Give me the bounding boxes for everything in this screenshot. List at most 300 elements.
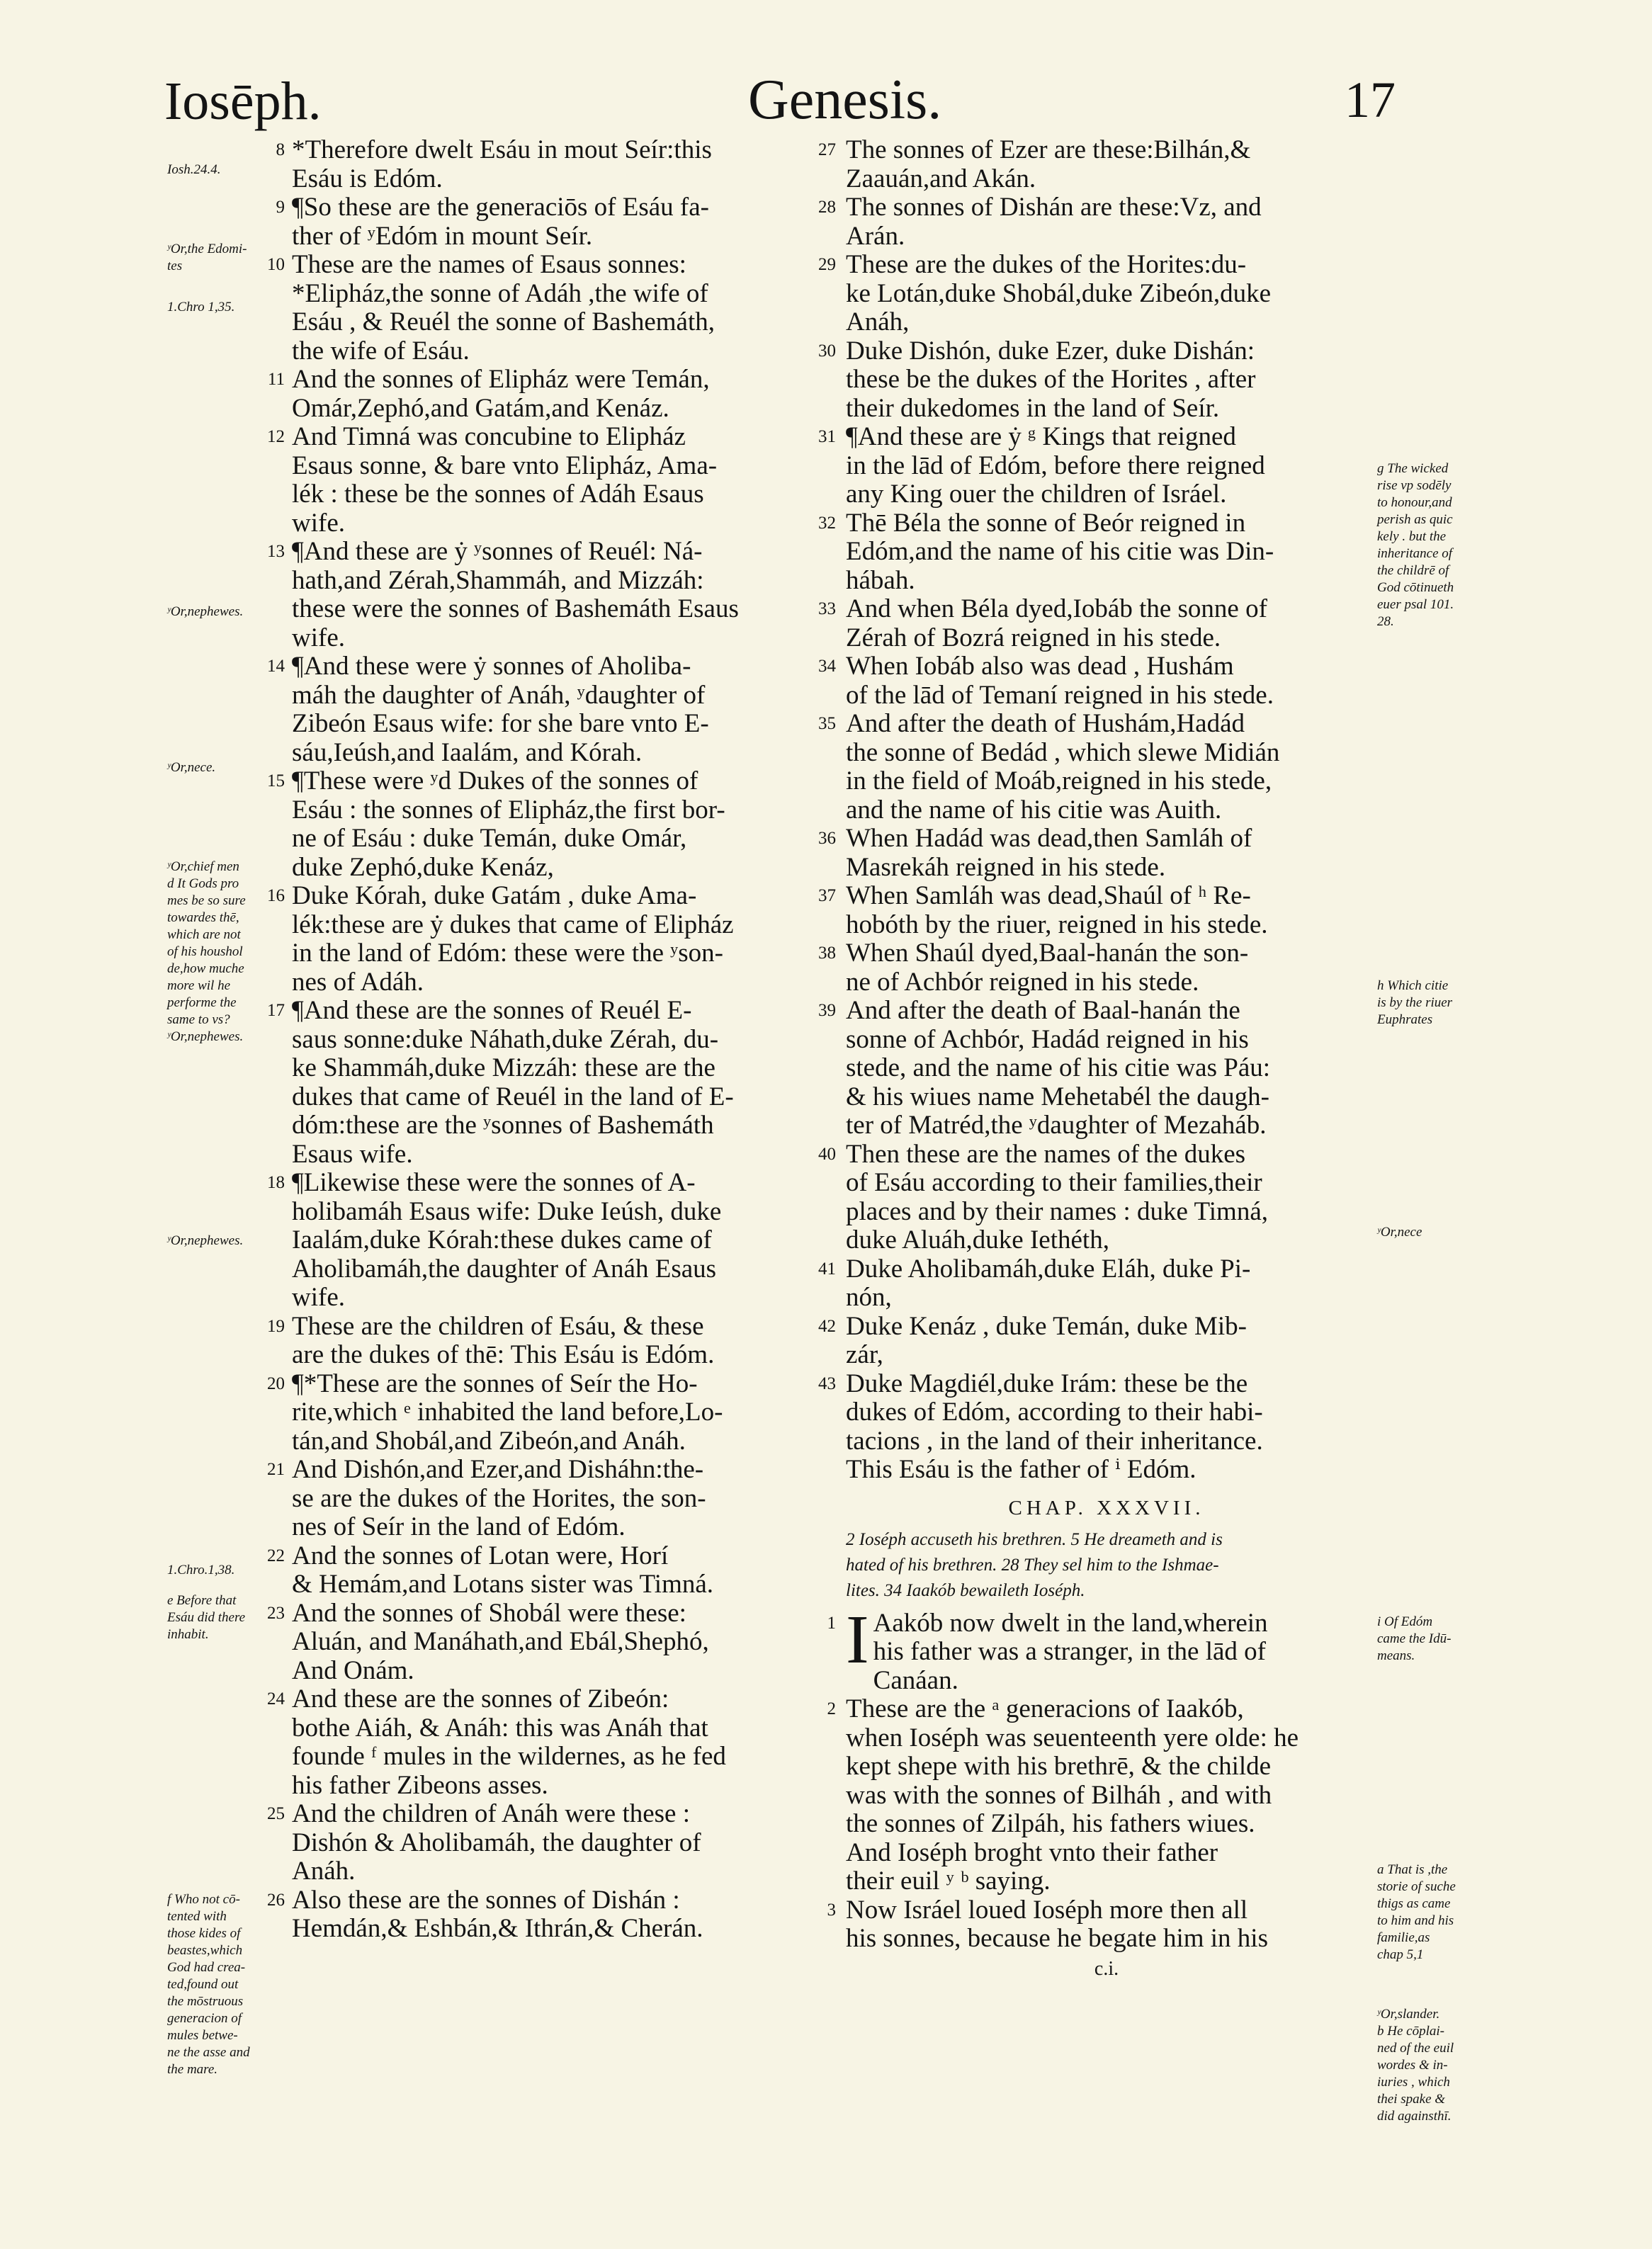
text-line <box>292 1341 852 1370</box>
line-text: Omár,Zephó,and Gatám,and Kenáz. <box>292 393 669 423</box>
verse-number: 43 <box>818 1373 836 1393</box>
line-text: And after the death of Baal-hanán the <box>846 996 1240 1025</box>
text-line <box>292 165 852 194</box>
margin-note-line: euer psal 101. <box>1377 597 1454 612</box>
left-text-column <box>267 135 852 1944</box>
margin-note-line: ʸOr,nece <box>1377 1225 1422 1240</box>
text-line <box>276 135 852 165</box>
margin-note-line: kely . but the <box>1377 529 1447 544</box>
margin-note-line: ʸOr,nephewes. <box>167 604 244 619</box>
verse-number: 12 <box>267 427 285 446</box>
margin-note-line: the mare. <box>167 2062 218 2077</box>
text-line <box>267 365 852 395</box>
line-text: and the name of his citie was Auith. <box>846 795 1222 825</box>
verse-number: 2 <box>827 1699 836 1718</box>
margin-note-line: ʸOr,chief men <box>167 859 239 874</box>
line-text: sonne of Achbór, Hadád reigned in his <box>846 1024 1249 1054</box>
text-line <box>292 1657 852 1686</box>
margin-note-line: ʸOr,nephewes. <box>167 1029 244 1044</box>
text-line <box>267 652 852 681</box>
text-line <box>846 1111 1367 1140</box>
line-text: in the land of Edóm: these were the ʸson- <box>292 939 723 968</box>
text-line <box>292 222 852 251</box>
verse-number: 31 <box>818 427 836 446</box>
line-text: The sonnes of Ezer are these:Bilhán,& <box>846 135 1251 164</box>
text-line <box>292 452 852 481</box>
right-text-column <box>818 135 1367 1985</box>
verse-number: 33 <box>818 599 836 618</box>
verse-number: 13 <box>267 542 285 561</box>
text-line <box>267 766 852 796</box>
line-text: his father Zibeons asses. <box>292 1770 548 1800</box>
line-text: The sonnes of Dishán are these:Vz, and <box>846 193 1262 222</box>
line-text: When Shaúl dyed,Baal-hanán the son- <box>846 939 1249 968</box>
line-text: the sonne of Bedád , which slewe Midián <box>846 737 1280 767</box>
line-text: Anáh, <box>846 307 910 336</box>
line-text: These are the names of Esaus sonnes: <box>292 250 686 279</box>
text-line <box>846 1752 1367 1781</box>
margin-note-wicked <box>1377 460 1519 630</box>
line-text: Arán. <box>846 221 905 251</box>
line-text: These are the dukes of the Horites:du- <box>846 250 1247 279</box>
text-line <box>267 1168 852 1198</box>
summary-line: lites. 34 Iaakób bewaileth Ioséph. <box>846 1580 1085 1600</box>
line-text: founde ᶠ mules in the wildernes, as he fed <box>292 1742 726 1771</box>
text-line <box>292 595 852 624</box>
verse-number: 30 <box>818 341 836 361</box>
margin-note-line: which are not <box>167 927 241 942</box>
line-text: Esáu : the sonnes of Elipház,the first bor- <box>292 795 725 825</box>
text-line <box>818 594 1367 624</box>
line-text: kept shepe with his brethrē, & the childe <box>846 1752 1272 1781</box>
text-line <box>818 1369 1367 1399</box>
text-line <box>846 395 1367 424</box>
text-line <box>818 709 1367 739</box>
margin-note-line: mules betwe- <box>167 2028 238 2043</box>
drop-cap: I <box>846 1601 869 1678</box>
line-text: Esáu is Edóm. <box>292 164 443 193</box>
text-line <box>292 1485 852 1514</box>
verse-number: 32 <box>818 513 836 533</box>
line-text: ¶*These are the sonnes of Seír the Ho- <box>292 1369 698 1398</box>
line-text: Zérah of Bozrá reigned in his stede. <box>846 623 1221 652</box>
text-line <box>846 1284 1367 1313</box>
text-line <box>267 1684 852 1714</box>
margin-note-line: to him and his <box>1377 1913 1454 1928</box>
verse-number: 24 <box>267 1689 285 1709</box>
text-line <box>846 1810 1367 1839</box>
line-text: lék : these be the sonnes of Adáh Esaus <box>292 480 704 509</box>
line-text: & Hemám,and Lotans sister was Timná. <box>292 1570 714 1599</box>
text-line <box>818 824 1367 854</box>
text-line <box>846 968 1367 997</box>
line-text: ¶These were ʸd Dukes of the sonnes of <box>292 766 698 795</box>
line-text: nes of Adáh. <box>292 967 424 997</box>
line-text: Duke Aholibamáh,duke Eláh, duke Pi- <box>846 1254 1251 1284</box>
margin-note-line: did againsthī. <box>1377 2109 1452 2124</box>
margin-note-line: more wil he <box>167 978 231 993</box>
verse-number: 9 <box>276 198 285 217</box>
catchword: c.i. <box>1094 1957 1119 1980</box>
book-title: Genesis. <box>748 69 942 131</box>
verse-number: 11 <box>267 370 285 389</box>
margin-note-line: iuries , which <box>1377 2075 1450 2090</box>
margin-note-line: means. <box>1377 1648 1415 1663</box>
text-line <box>846 1226 1367 1255</box>
line-text: Zaauán,and Akán. <box>846 164 1036 193</box>
text-line <box>292 1111 852 1140</box>
chapter-heading: CHAP. XXXVII. <box>1008 1496 1205 1519</box>
line-text: And the sonnes of Lotan were, Horí <box>292 1541 669 1570</box>
line-text: ¶So these are the generaciōs of Esáu fa- <box>292 193 709 222</box>
verse-number: 19 <box>267 1316 285 1336</box>
margin-note-line: g The wicked <box>1377 461 1449 476</box>
text-line <box>846 1398 1367 1427</box>
margin-note-chro135 <box>167 299 295 316</box>
line-text: Duke Kenáz , duke Temán, duke Mib- <box>846 1311 1247 1341</box>
line-text: Duke Magdiél,duke Irám: these be the <box>846 1369 1248 1398</box>
margin-note-line: storie of suche <box>1377 1879 1456 1894</box>
text-line <box>267 1455 852 1485</box>
margin-note-storie <box>1377 1862 1519 1964</box>
line-text: This Esáu is the father of ⁱ Edóm. <box>846 1455 1196 1484</box>
text-line <box>267 1598 852 1628</box>
line-text: And Onám. <box>292 1655 414 1685</box>
text-line <box>827 1895 1367 1925</box>
text-line <box>292 280 852 309</box>
margin-note-line: thigs as came <box>1377 1896 1451 1911</box>
line-text: dukes of Edóm, according to their habi- <box>846 1398 1263 1427</box>
line-text: And the sonnes of Elipház were Temán, <box>292 365 710 394</box>
verse-number: 42 <box>818 1316 836 1336</box>
line-text: Canáan. <box>873 1665 958 1695</box>
margin-note-line: the mōstruous <box>167 1994 244 2009</box>
line-text: are the dukes of thē: This Esáu is Edóm. <box>292 1340 715 1369</box>
line-text: ne of Achbór reigned in his stede. <box>846 967 1199 997</box>
margin-note-line: thei spake & <box>1377 2092 1446 2107</box>
margin-note-line: ʸOr,the Edomi- <box>167 242 247 256</box>
margin-note-line: chap 5,1 <box>1377 1947 1424 1962</box>
text-line <box>292 710 852 739</box>
text-line <box>292 509 852 538</box>
text-line <box>292 968 852 997</box>
line-text: rite,which ᵉ inhabited the land before,Lo- <box>292 1398 723 1427</box>
text-line <box>292 739 852 768</box>
verse-number: 23 <box>267 1603 285 1623</box>
margin-note-line: tented with <box>167 1909 227 1924</box>
text-line <box>292 395 852 424</box>
margin-note-line: d It Gods pro <box>167 876 239 891</box>
margin-note-line: those kides of <box>167 1926 241 1941</box>
text-line <box>846 1427 1367 1456</box>
line-text: se are the dukes of the Horites, the son- <box>292 1483 706 1513</box>
line-text: When Iobáb also was dead , Hushám <box>846 652 1234 681</box>
text-line <box>846 1781 1367 1811</box>
page-number: 17 <box>1345 72 1396 128</box>
margin-note-line: same to vs? <box>167 1012 230 1027</box>
line-text: ¶Likewise these were the sonnes of A- <box>292 1168 696 1197</box>
line-text: places and by their names : duke Timná, <box>846 1196 1269 1226</box>
verse-number: 15 <box>267 771 285 791</box>
line-text: hath,and Zérah,Shammáh, and Mizzáh: <box>292 565 704 595</box>
text-line <box>846 1198 1367 1227</box>
verse-number: 37 <box>818 886 836 905</box>
line-text: ne of Esáu : duke Temán, duke Omár, <box>292 824 687 853</box>
text-line <box>846 1341 1367 1370</box>
margin-note-line: mes be so sure <box>167 893 246 908</box>
margin-note-line: Euphrates <box>1377 1012 1433 1027</box>
margin-note-edomites <box>167 241 295 275</box>
text-line <box>846 1667 1367 1696</box>
margin-note-line: i Of Edóm <box>1377 1614 1433 1629</box>
line-text: Esáu , & Reuél the sonne of Bashemáth, <box>292 307 715 336</box>
text-line <box>846 567 1367 596</box>
margin-note-line: 28. <box>1377 614 1394 629</box>
line-text: Edóm,and the name of his citie was Din- <box>846 537 1274 566</box>
line-text: ke Lotán,duke Shobál,duke Zibeón,duke <box>846 278 1272 308</box>
verse-number: 20 <box>267 1373 285 1393</box>
line-text: of Esáu according to their families,their <box>846 1168 1262 1197</box>
text-line <box>292 1083 852 1112</box>
line-text: wife. <box>292 508 345 538</box>
margin-note-line: b He cōplai- <box>1377 2024 1444 2039</box>
text-line <box>292 1915 852 1944</box>
text-line <box>267 1369 852 1399</box>
text-line <box>846 366 1367 395</box>
line-text: Iaalám,duke Kórah:these dukes came of <box>292 1225 712 1254</box>
verse-number: 22 <box>267 1546 285 1565</box>
margin-note-line: towardes thē, <box>167 910 239 925</box>
line-text: bothe Aiáh, & Anáh: this was Anáh that <box>292 1713 708 1743</box>
line-text: And Dishón,and Ezer,and Disháhn:the- <box>292 1455 704 1484</box>
text-line <box>292 1255 852 1284</box>
line-text: stede, and the name of his citie was Páu: <box>846 1053 1271 1082</box>
line-text: Esaus wife. <box>292 1139 413 1169</box>
line-text: was with the sonnes of Bilháh , and with <box>846 1780 1272 1810</box>
text-line <box>846 452 1367 481</box>
text-line <box>846 739 1367 768</box>
line-text: lék:these are ẏ dukes that came of Elipház <box>292 910 734 939</box>
text-line <box>818 1254 1367 1284</box>
line-text: in the lād of Edóm, before there reigned <box>846 451 1265 480</box>
margin-note-line: beastes,which <box>167 1943 243 1958</box>
right-column-verses <box>818 135 1367 1485</box>
margin-note-line: a That is ,the <box>1377 1862 1448 1877</box>
text-line <box>292 1570 852 1599</box>
text-line <box>292 911 852 940</box>
text-line <box>846 911 1367 940</box>
line-text: ¶And these are ẏ ʸsonnes of Reuél: Ná- <box>292 537 703 566</box>
line-text: Now Isráel loued Ioséph more then all <box>846 1895 1248 1925</box>
verse-number: 41 <box>818 1259 836 1279</box>
margin-note-line: ʸOr,nephewes. <box>167 1233 244 1248</box>
margin-note-chro138 <box>167 1562 295 1579</box>
line-text: Esaus sonne, & bare vnto Elipház, Ama- <box>292 451 718 480</box>
margin-note-line: ʸOr,nece. <box>167 760 216 775</box>
text-line <box>846 1026 1367 1055</box>
text-line <box>292 308 852 337</box>
line-text: Duke Kórah, duke Gatám , duke Ama- <box>292 881 697 910</box>
margin-note-chiefmen <box>167 859 295 1046</box>
text-line <box>292 567 852 596</box>
summary-line: 2 Ioséph accuseth his brethren. 5 He dreameth and is <box>846 1529 1223 1549</box>
line-text: Aakób now dwelt in the land,wherein <box>873 1608 1268 1638</box>
text-line <box>846 767 1367 796</box>
text-line <box>292 1198 852 1227</box>
line-text: Masrekáh reigned in his stede. <box>846 852 1166 882</box>
margin-note-line: h Which citie <box>1377 978 1449 993</box>
line-text: of the lād of Temaní reigned in his stede. <box>846 680 1274 710</box>
verse-number: 16 <box>267 886 285 905</box>
line-text: *Therefore dwelt Esáu in mout Seír:this <box>292 135 712 164</box>
margin-note-line: came the Idū- <box>1377 1631 1452 1646</box>
margin-note-line: ted,found out <box>167 1977 239 1992</box>
text-line <box>818 1311 1367 1342</box>
text-line <box>846 1867 1367 1896</box>
margin-note-line: the childrē of <box>1377 563 1449 578</box>
line-text: his father was a stranger, in the lād of <box>873 1637 1266 1666</box>
line-text: zár, <box>846 1340 883 1369</box>
margin-note-nephewes1 <box>167 604 295 621</box>
text-line <box>267 537 852 567</box>
text-line <box>292 1284 852 1313</box>
margin-note-line: is by the riuer <box>1377 995 1453 1010</box>
line-text: duke Zephó,duke Kenáz, <box>292 852 554 882</box>
verse-number: 34 <box>818 657 836 676</box>
line-text: Aluán, and Manáhath,and Ebál,Shephó, <box>292 1627 709 1656</box>
text-line <box>818 939 1367 968</box>
line-text: dóm:these are the ʸsonnes of Bashemáth <box>292 1111 714 1140</box>
line-text: And Ioséph broght vnto their father <box>846 1837 1218 1867</box>
line-text: These are the ᵃ generacions of Iaakób, <box>846 1694 1244 1723</box>
line-text: nes of Seír in the land of Edóm. <box>292 1512 626 1541</box>
verse-number: 35 <box>818 714 836 733</box>
text-line <box>292 1772 852 1801</box>
margin-note-line: inheritance of <box>1377 546 1453 561</box>
line-text: When Hadád was dead,then Samláh of <box>846 824 1252 853</box>
text-line <box>846 1724 1367 1753</box>
line-text: And these are the sonnes of Zibeón: <box>292 1684 669 1713</box>
text-line <box>267 1799 852 1829</box>
line-text: ke Shammáh,duke Mizzáh: these are the <box>292 1053 715 1082</box>
text-line <box>818 1139 1367 1169</box>
text-line <box>292 1628 852 1657</box>
line-text: ther of ʸEdóm in mount Seír. <box>292 221 593 251</box>
verse-number: 18 <box>267 1173 285 1192</box>
text-line <box>846 280 1367 309</box>
line-text: wife. <box>292 623 345 652</box>
text-line <box>267 881 852 911</box>
line-text: And the children of Anáh were these : <box>292 1799 691 1828</box>
margin-note-slander <box>1377 2006 1519 2125</box>
line-text: wife. <box>292 1283 345 1312</box>
margin-note-line: ʸOr,slander. <box>1377 2007 1440 2022</box>
margin-note-line: God had crea- <box>167 1960 246 1975</box>
margin-note-line: ne the asse and <box>167 2045 250 2060</box>
text-line <box>292 1829 852 1858</box>
text-line <box>846 1169 1367 1198</box>
text-line <box>818 881 1367 911</box>
text-line <box>267 1311 852 1342</box>
text-line <box>818 250 1367 280</box>
text-line <box>267 250 852 280</box>
text-line <box>846 308 1367 337</box>
margin-note-mules <box>167 1891 295 2078</box>
text-line <box>846 1638 1367 1667</box>
text-line <box>292 825 852 854</box>
verse-number: 3 <box>827 1900 836 1920</box>
margin-note-line: perish as quic <box>1377 512 1453 527</box>
verse-number: 40 <box>818 1144 836 1164</box>
text-line <box>818 996 1367 1026</box>
margin-note-line: 1.Chro 1,35. <box>167 300 235 315</box>
verse-number: 29 <box>818 255 836 274</box>
verse-number: 38 <box>818 944 836 963</box>
line-text: saus sonne:duke Náhath,duke Zérah, du- <box>292 1024 719 1054</box>
line-text: ¶And these were ẏ sonnes of Aholiba- <box>292 652 691 681</box>
text-line <box>846 624 1367 653</box>
text-line <box>292 1743 852 1772</box>
margin-note-line: God cōtinueth <box>1377 580 1454 595</box>
line-text: *Elipház,the sonne of Adáh ,the wife of <box>292 278 708 308</box>
line-text: Anáh. <box>292 1857 356 1886</box>
text-line <box>846 1925 1367 1954</box>
margin-note-line: de,how muche <box>167 961 244 976</box>
line-text: duke Aluáh,duke Iethéth, <box>846 1225 1109 1254</box>
line-text: tán,and Shobál,and Zibeón,and Anáh. <box>292 1426 686 1456</box>
line-text: their euil ʸ ᵇ saying. <box>846 1866 1051 1896</box>
margin-note-line: familie,as <box>1377 1930 1430 1945</box>
text-line <box>846 222 1367 251</box>
text-line <box>267 1541 852 1571</box>
margin-note-line: of his houshol <box>167 944 243 959</box>
text-line <box>292 1398 852 1427</box>
line-text: Duke Dishón, duke Ezer, duke Dishán: <box>846 336 1255 366</box>
text-line <box>818 193 1367 222</box>
verse-number: 36 <box>818 829 836 848</box>
margin-note-before <box>167 1592 295 1643</box>
line-text: the wife of Esáu. <box>292 336 470 366</box>
text-line <box>818 135 1367 165</box>
margin-note-line: generacion of <box>167 2011 242 2026</box>
line-text: Then these are the names of the dukes <box>846 1139 1246 1169</box>
margin-note-line: e Before that <box>167 1593 237 1608</box>
margin-note-citie <box>1377 978 1519 1029</box>
line-text: his sonnes, because he begate him in his <box>846 1924 1268 1953</box>
text-line <box>292 796 852 825</box>
text-line <box>292 681 852 710</box>
verse-number: 27 <box>818 140 836 159</box>
text-line <box>846 796 1367 825</box>
text-line <box>292 1140 852 1169</box>
line-text: their dukedomes in the land of Seír. <box>846 393 1220 423</box>
margin-note-line: to honour,and <box>1377 495 1452 510</box>
line-text: sáu,Ieúsh,and Iaalám, and Kórah. <box>292 737 643 767</box>
line-text: when Ioséph was seuenteenth yere olde: he <box>846 1723 1299 1752</box>
margin-note-line: 1.Chro.1,38. <box>167 1563 235 1577</box>
text-line <box>846 1839 1367 1868</box>
margin-note-nece <box>167 759 295 776</box>
margin-note-nephewes2 <box>167 1233 295 1250</box>
text-line <box>827 1694 1367 1724</box>
text-line <box>846 1083 1367 1112</box>
verse-number: 14 <box>267 657 285 676</box>
line-text: máh the daughter of Anáh, ʸdaughter of <box>292 680 706 710</box>
margin-note-nece2 <box>1377 1224 1519 1241</box>
summary-line: hated of his brethren. 28 They sel him to the Ishmae- <box>846 1555 1219 1575</box>
verse-number: 1 <box>827 1613 836 1633</box>
text-line <box>846 165 1367 194</box>
